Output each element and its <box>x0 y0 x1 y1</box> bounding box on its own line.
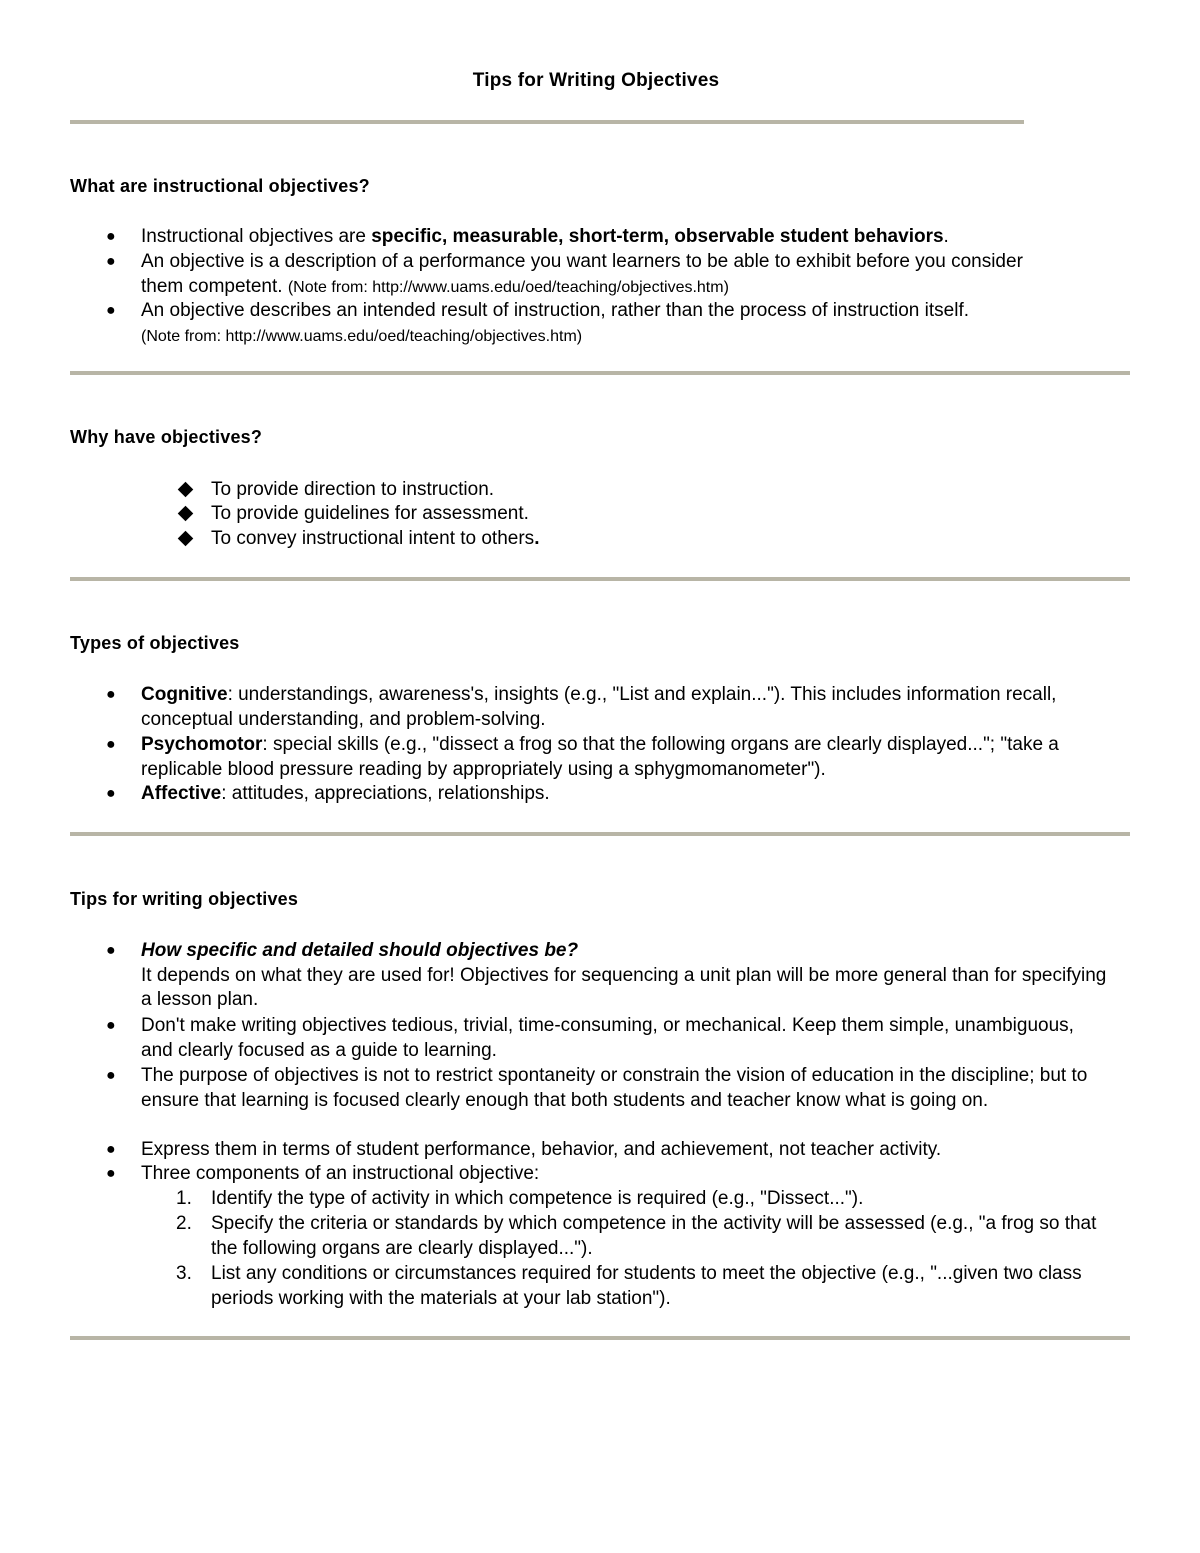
section-heading-tips: Tips for writing objectives <box>70 889 299 909</box>
list-item <box>0 1064 1200 1113</box>
item-label: Cognitive <box>141 684 228 705</box>
section-divider <box>70 1336 1130 1340</box>
bullet-icon: ● <box>106 942 116 959</box>
item-question: How specific and detailed should objectives be? <box>141 940 579 961</box>
item-text: : special skills (e.g., "dissect a frog so that the following organs are clearly displayed..."; "take a replicable blood pressure reading by appropriately using a sphygmomanometer"). <box>141 734 1059 780</box>
numbered-item <box>0 1262 1200 1311</box>
list-item <box>0 782 1200 807</box>
list-item <box>0 225 1200 250</box>
item-text: It depends on what they are used for! Objectives for sequencing a unit plan will be more general than for specifying a lesson plan. <box>141 964 1107 1011</box>
item-text: To provide guidelines for assessment. <box>211 503 529 524</box>
list-item <box>0 1162 1200 1187</box>
bullet-icon: ● <box>106 1067 116 1084</box>
item-number: 2. <box>176 1213 192 1234</box>
list-item <box>0 1014 1200 1063</box>
item-text: To convey instructional intent to others <box>211 528 535 549</box>
item-text: : attitudes, appreciations, relationships. <box>221 783 550 804</box>
section-divider <box>70 832 1130 836</box>
item-text: To provide direction to instruction. <box>211 479 495 500</box>
bullet-icon: ● <box>106 736 116 753</box>
item-punct: . <box>534 528 540 549</box>
bullet-icon: ● <box>106 228 116 245</box>
bullet-icon: ● <box>106 686 116 703</box>
numbered-item <box>0 1187 1200 1212</box>
bullet-icon: ● <box>106 1141 116 1158</box>
item-text: Three components of an instructional objective: <box>141 1163 540 1184</box>
list-item <box>0 299 1200 349</box>
item-emphasis: specific, measurable, short-term, observable student behaviors <box>371 226 944 247</box>
document-title: Tips for Writing Objectives <box>472 70 720 91</box>
list-item <box>0 250 1200 300</box>
diamond-bullet-icon <box>178 531 194 547</box>
section-divider <box>70 371 1130 375</box>
list-item <box>0 939 1200 1013</box>
title-divider <box>70 120 1024 124</box>
item-text: Identify the type of activity in which competence is required (e.g., "Dissect..."). <box>211 1188 864 1209</box>
list-item <box>0 683 1200 732</box>
item-text: An objective is a description of a performance you want learners to be able to exhibit before you consider them competent. <box>141 251 1023 297</box>
item-number: 1. <box>176 1188 192 1209</box>
item-text: : understandings, awareness's, insights (e.g., "List and explain..."). This includes information recall, conceptual understanding, and problem-solving. <box>141 684 1057 730</box>
bullet-icon: ● <box>106 253 116 270</box>
diamond-bullet-icon <box>178 482 194 498</box>
section-heading-types: Types of objectives <box>70 633 240 653</box>
item-text: The purpose of objectives is not to restrict spontaneity or constrain the vision of education in the discipline; but to ensure that learning is focused clearly enough that both students and teacher know what is going on. <box>141 1065 1088 1111</box>
item-number: 3. <box>176 1263 192 1284</box>
bullet-icon: ● <box>106 1017 116 1034</box>
item-text: Specify the criteria or standards by which competence in the activity will be assessed (e.g., "a frog so that the following organs are clearly displayed..."). <box>211 1213 1097 1259</box>
item-label: Psychomotor <box>141 734 263 755</box>
section-divider <box>70 577 1130 581</box>
bullet-icon: ● <box>106 1165 116 1182</box>
item-text: Don't make writing objectives tedious, trivial, time-consuming, or mechanical. Keep them simple, unambiguous, and clearly focused as a guide to learning. <box>141 1015 1074 1061</box>
item-text: Express them in terms of student performance, behavior, and achievement, not teacher activity. <box>141 1139 942 1160</box>
item-text: An objective describes an intended result of instruction, rather than the process of instruction itself. <box>141 300 970 321</box>
item-punct: . <box>943 226 949 247</box>
bullet-icon: ● <box>106 785 116 802</box>
numbered-item <box>0 1212 1200 1261</box>
section-heading-why: Why have objectives? <box>70 427 263 447</box>
section-heading-what: What are instructional objectives? <box>70 176 370 196</box>
item-text: List any conditions or circumstances required for students to meet the objective (e.g., "...given two class periods working with the materials at your lab station"). <box>211 1263 1082 1309</box>
source-note: (Note from: http://www.uams.edu/oed/teaching/objectives.htm) <box>141 327 583 345</box>
source-note: (Note from: http://www.uams.edu/oed/teaching/objectives.htm) <box>287 278 729 296</box>
diamond-bullet-icon <box>178 506 194 522</box>
item-label: Affective <box>141 783 222 804</box>
list-item <box>0 1138 1200 1163</box>
item-text: Instructional objectives are <box>141 226 372 247</box>
list-item <box>0 733 1200 782</box>
bullet-icon: ● <box>106 302 116 319</box>
